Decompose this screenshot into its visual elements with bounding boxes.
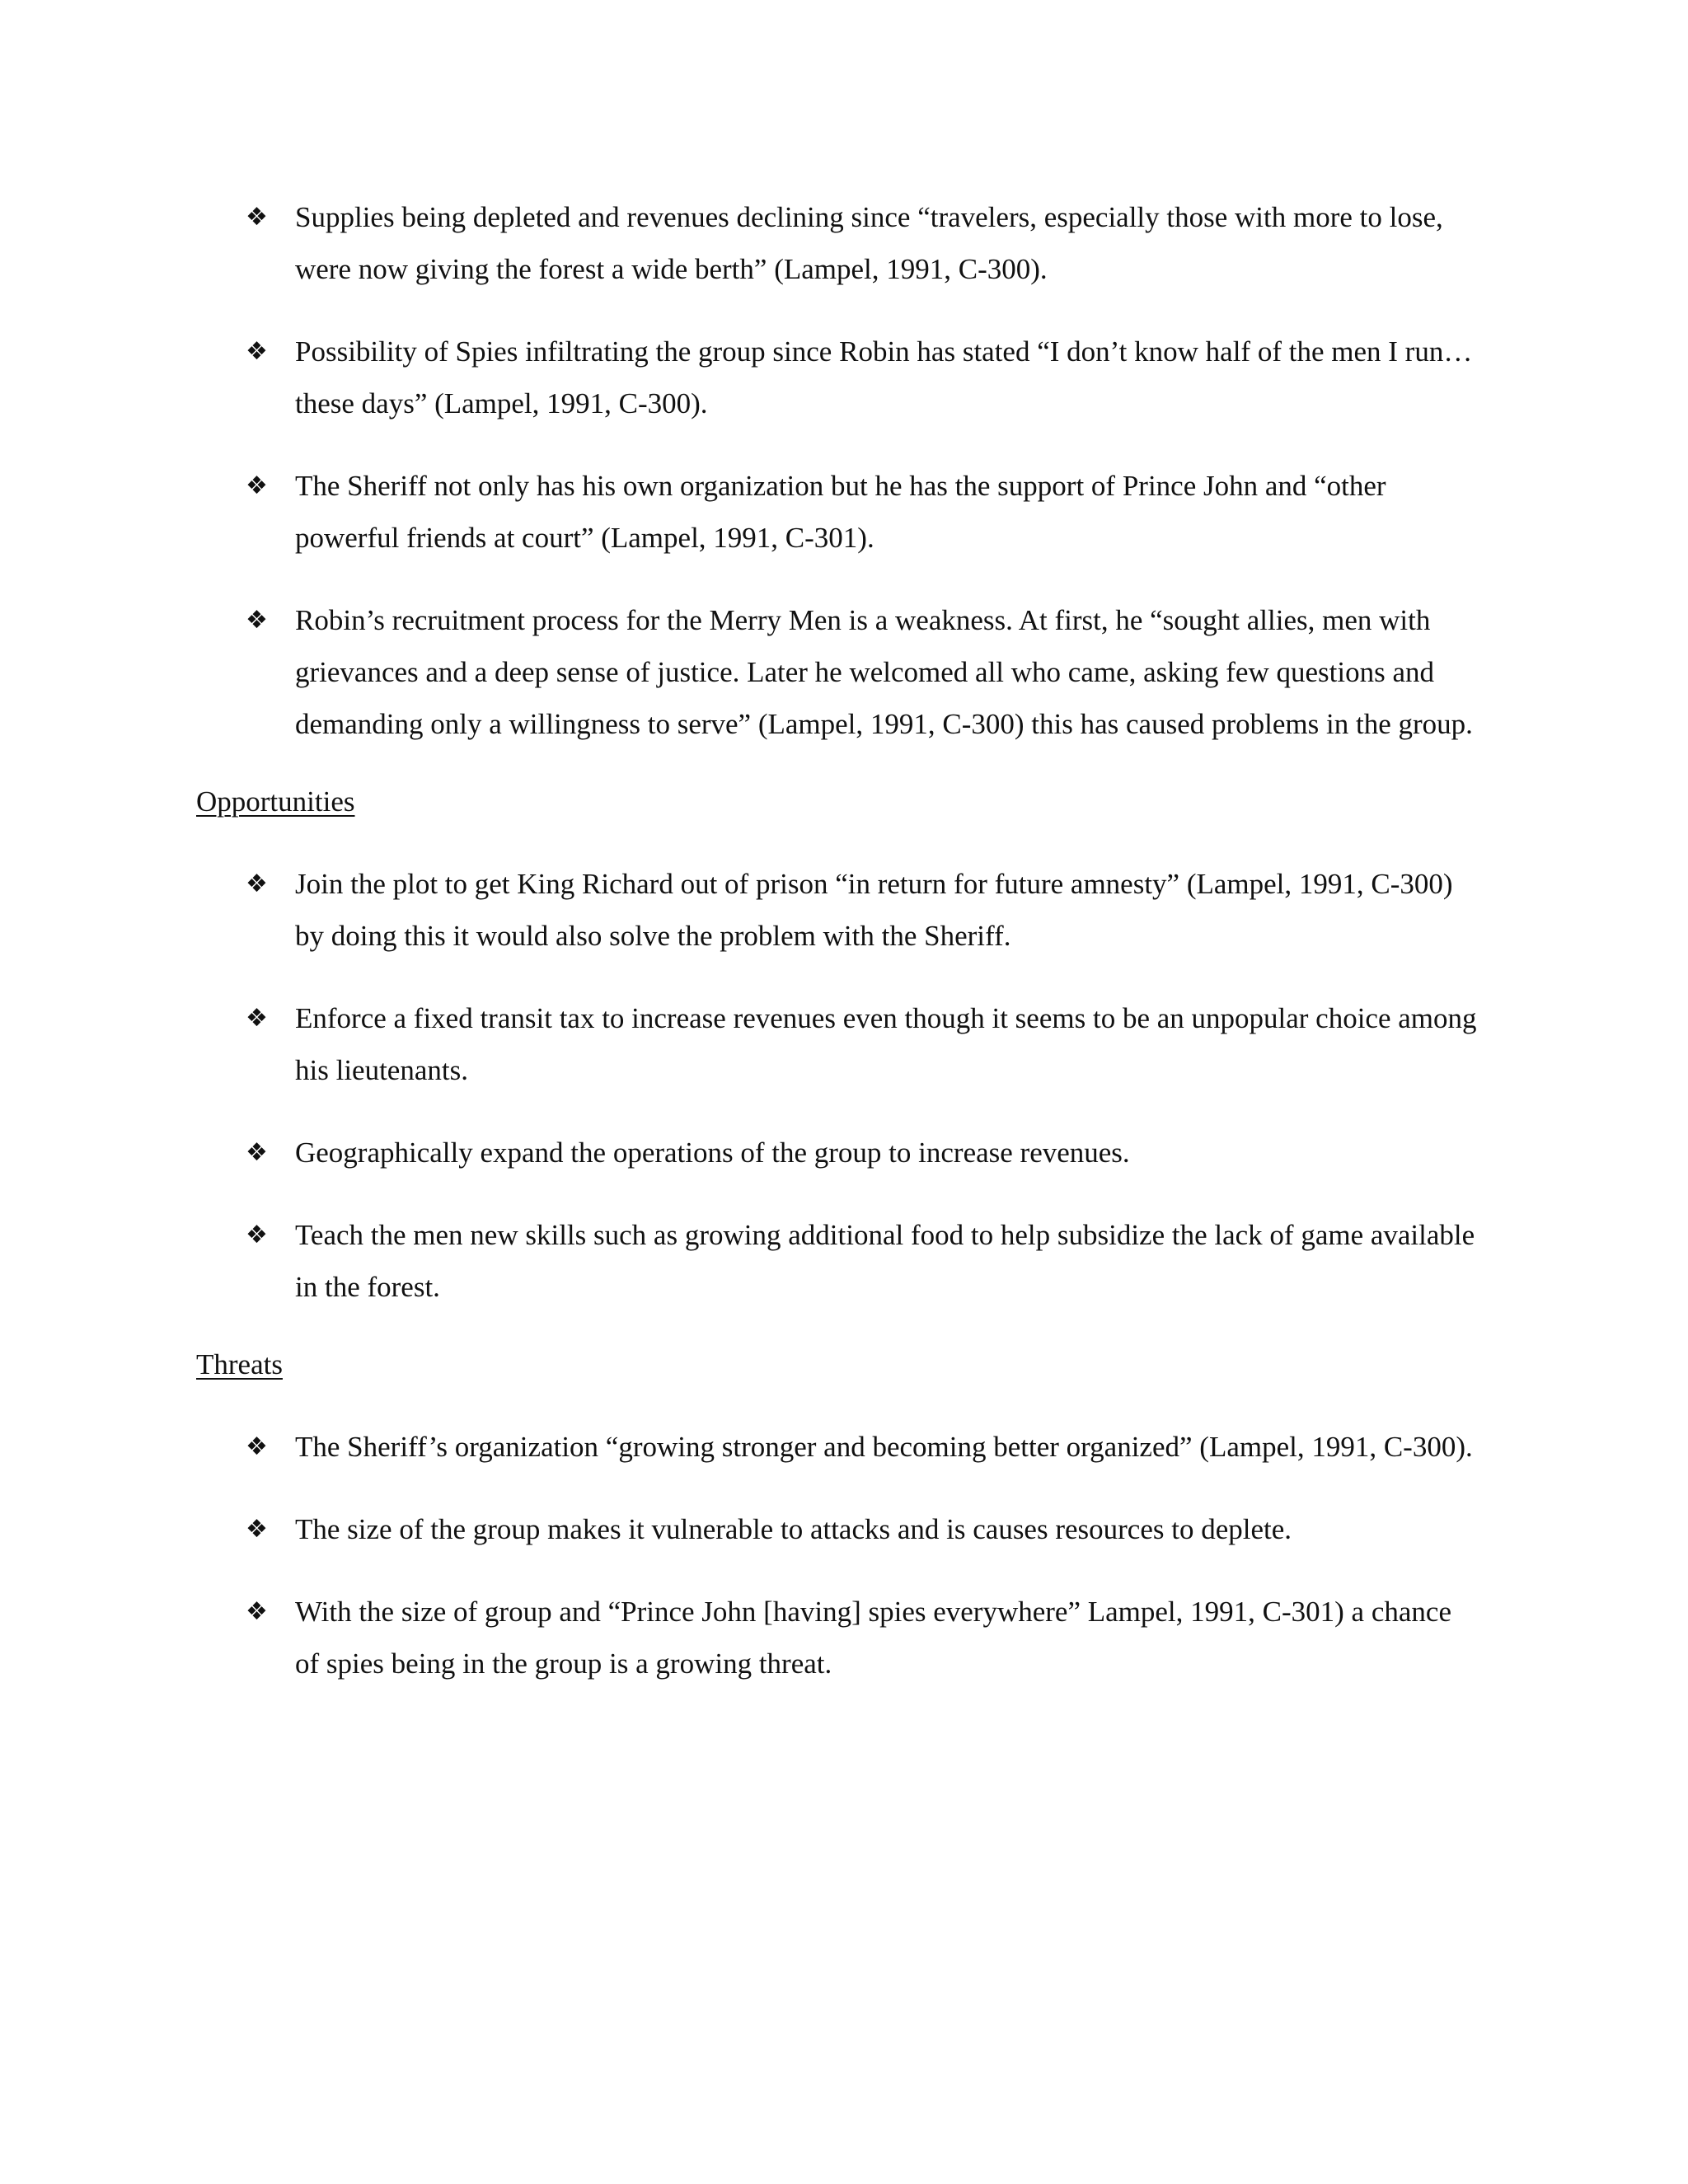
diamond-bullet-icon: ❖ — [246, 869, 268, 898]
diamond-bullet-icon: ❖ — [246, 1597, 268, 1626]
document-body — [196, 191, 1482, 1720]
list-item-text: Teach the men new skills such as growing additional food to help subsidize the lack of game available in the forest. — [295, 1219, 1475, 1303]
list-item-text: Robin’s recruitment process for the Merry Men is a weakness. At first, he “sought allies, men with grievances and a deep sense of justice. Later he welcomed all who came, asking few questions and demanding only a willingness to serve” (Lampel, 1991, C-300) this has caused problems in the group. — [295, 604, 1473, 740]
list-item — [196, 1421, 1482, 1473]
list-item — [196, 1503, 1482, 1555]
list-item-text: Join the plot to get King Richard out of prison “in return for future amnesty” (Lampel, 1991, C-300) by doing this it would also solve the problem with the Sheriff. — [295, 868, 1453, 952]
list-item-text: The Sheriff’s organization “growing stronger and becoming better organized” (Lampel, 1991, C-300). — [295, 1431, 1473, 1463]
list-item — [196, 1209, 1482, 1313]
diamond-bullet-icon: ❖ — [246, 203, 268, 232]
list-item-text: Supplies being depleted and revenues declining since “travelers, especially those with more to lose, were now giving the forest a wide berth” (Lampel, 1991, C-300). — [295, 201, 1443, 285]
diamond-bullet-icon: ❖ — [246, 606, 268, 635]
list-item — [196, 858, 1482, 962]
diamond-bullet-icon: ❖ — [246, 1004, 268, 1033]
list-item-text: Enforce a fixed transit tax to increase revenues even though it seems to be an unpopular choice among his lieutenants. — [295, 1002, 1477, 1086]
diamond-bullet-icon: ❖ — [246, 471, 268, 500]
diamond-bullet-icon: ❖ — [246, 337, 268, 366]
list-item — [196, 1127, 1482, 1179]
list-item — [196, 326, 1482, 429]
list-item — [196, 992, 1482, 1096]
diamond-bullet-icon: ❖ — [246, 1221, 268, 1249]
diamond-bullet-icon: ❖ — [246, 1138, 268, 1167]
list-item-text: Geographically expand the operations of the group to increase revenues. — [295, 1137, 1130, 1169]
list-item — [196, 460, 1482, 564]
list-item — [196, 1586, 1482, 1690]
list-item — [196, 191, 1482, 295]
diamond-bullet-icon: ❖ — [246, 1515, 268, 1544]
list-item-text: With the size of group and “Prince John [having] spies everywhere” Lampel, 1991, C-301) a chance of spies being in the group is a growing threat. — [295, 1596, 1451, 1680]
list-item-text: The size of the group makes it vulnerable to attacks and is causes resources to deplete. — [295, 1513, 1292, 1545]
list-item — [196, 594, 1482, 750]
section-heading-threats: Threats — [196, 1348, 283, 1380]
list-item-text: Possibility of Spies infiltrating the group since Robin has stated “I don’t know half of the men I run…these days” (Lampel, 1991, C-300). — [295, 335, 1473, 419]
list-item-text: The Sheriff not only has his own organization but he has the support of Prince John and “other powerful friends at court” (Lampel, 1991, C-301). — [295, 470, 1386, 554]
diamond-bullet-icon: ❖ — [246, 1432, 268, 1461]
section-heading-opportunities: Opportunities — [196, 785, 355, 818]
